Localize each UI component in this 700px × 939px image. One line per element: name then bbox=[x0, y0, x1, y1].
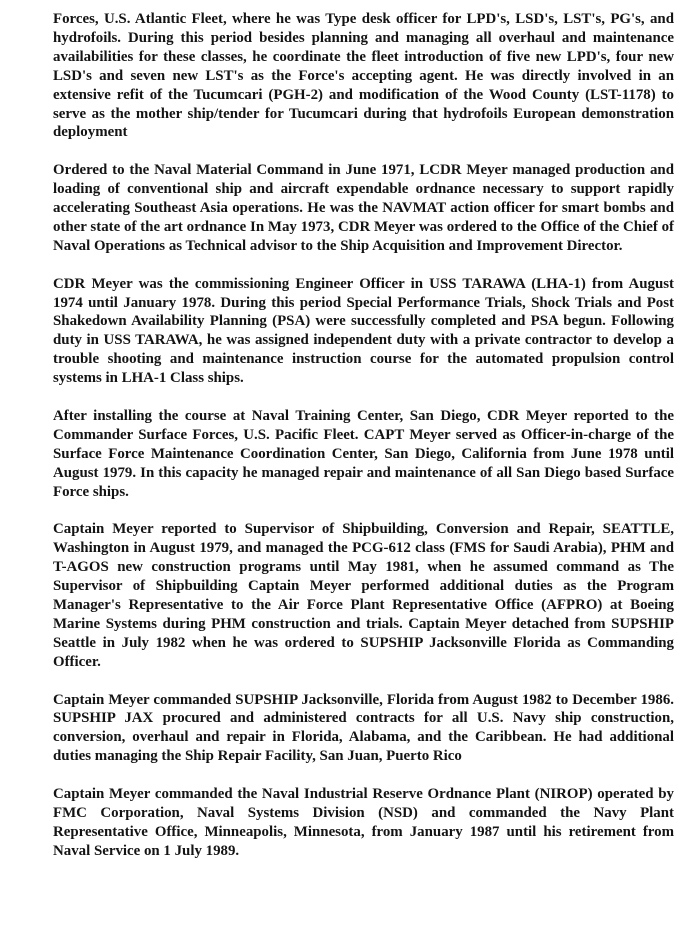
paragraph-atlantic-fleet: Forces, U.S. Atlantic Fleet, where he was Type desk officer for LPD's, LSD's, LST's, PG's, and hydrofoils. During this period besides planning and managing all overhaul and maintenance availabilities for these classes, he coordinate the fleet introduction of five new LPD's, four new LSD's and seven new LST's as the Force's accepting agent. He was directly involved in an extensive refit of the Tucumcari (PGH-2) and modification of the Wood County (LST-1178) to serve as the mother ship/tender for Tucumcari during that hydrofoils European demonstration deployment bbox=[53, 11, 674, 141]
paragraph-uss-tarawa: CDR Meyer was the commissioning Engineer Officer in USS TARAWA (LHA-1) from August 1974 until January 1978. During this period Special Performance Trials, Shock Trials and Post Shakedown Availability Planning (PSA) were successfully completed and PSA begun. Following duty in USS TARAWA, he was assigned independent duty with a private contractor to develop a trouble shooting and maintenance instruction course for the automated propulsion control systems in LHA-1 Class ships. bbox=[53, 275, 674, 387]
paragraph-nirop: Captain Meyer commanded the Naval Industrial Reserve Ordnance Plant (NIROP) operated by FMC Corporation, Naval Systems Division (NSD) and commanded the Navy Plant Representative Office, Minneapolis, Minnesota, from January 1987 until his retirement from Naval Service on 1 July 1989. bbox=[53, 786, 674, 859]
paragraph-supship-jacksonville: Captain Meyer commanded SUPSHIP Jacksonville, Florida from August 1982 to December 1986. SUPSHIP JAX procured and administered contracts for all U.S. Navy ship construction, conversion, overhaul and repair in Florida, Alabama, and the Caribbean. He had additional duties managing the Ship Repair Facility, San Juan, Puerto Rico bbox=[53, 691, 674, 765]
paragraph-supship-seattle: Captain Meyer reported to Supervisor of Shipbuilding, Conversion and Repair, SEATTLE, Washington in August 1979, and managed the PCG-612 class (FMS for Saudi Arabia), PHM and T-AGOS new construction programs until May 1981, when he assumed command as The Supervisor of Shipbuilding Captain Meyer performed additional duties as the Program Manager's Representative to the Air Force Plant Representative Office (AFPRO) at Boeing Marine Systems during PHM construction and trials. Captain Meyer detached from SUPSHIP Seattle in July 1982 when he was ordered to SUPSHIP Jacksonville Florida as Commanding Officer. bbox=[53, 521, 674, 670]
paragraph-naval-material-command: Ordered to the Naval Material Command in June 1971, LCDR Meyer managed production and loading of conventional ship and aircraft expendable ordnance necessary to support rapidly accelerating Southeast Asia operations. He was the NAVMAT action officer for smart bombs and other state of the art ordnance In May 1973, CDR Meyer was ordered to the Office of the Chief of Naval Operations as Technical advisor to the Ship Acquisition and Improvement Director. bbox=[53, 162, 674, 254]
paragraph-surface-force-maintenance: After installing the course at Naval Training Center, San Diego, CDR Meyer reported to the Commander Surface Forces, U.S. Pacific Fleet. CAPT Meyer served as Officer-in-charge of the Surface Force Maintenance Coordination Center, San Diego, California from June 1978 until August 1979. In this capacity he managed repair and maintenance of all San Diego based Surface Force ships. bbox=[53, 407, 674, 500]
